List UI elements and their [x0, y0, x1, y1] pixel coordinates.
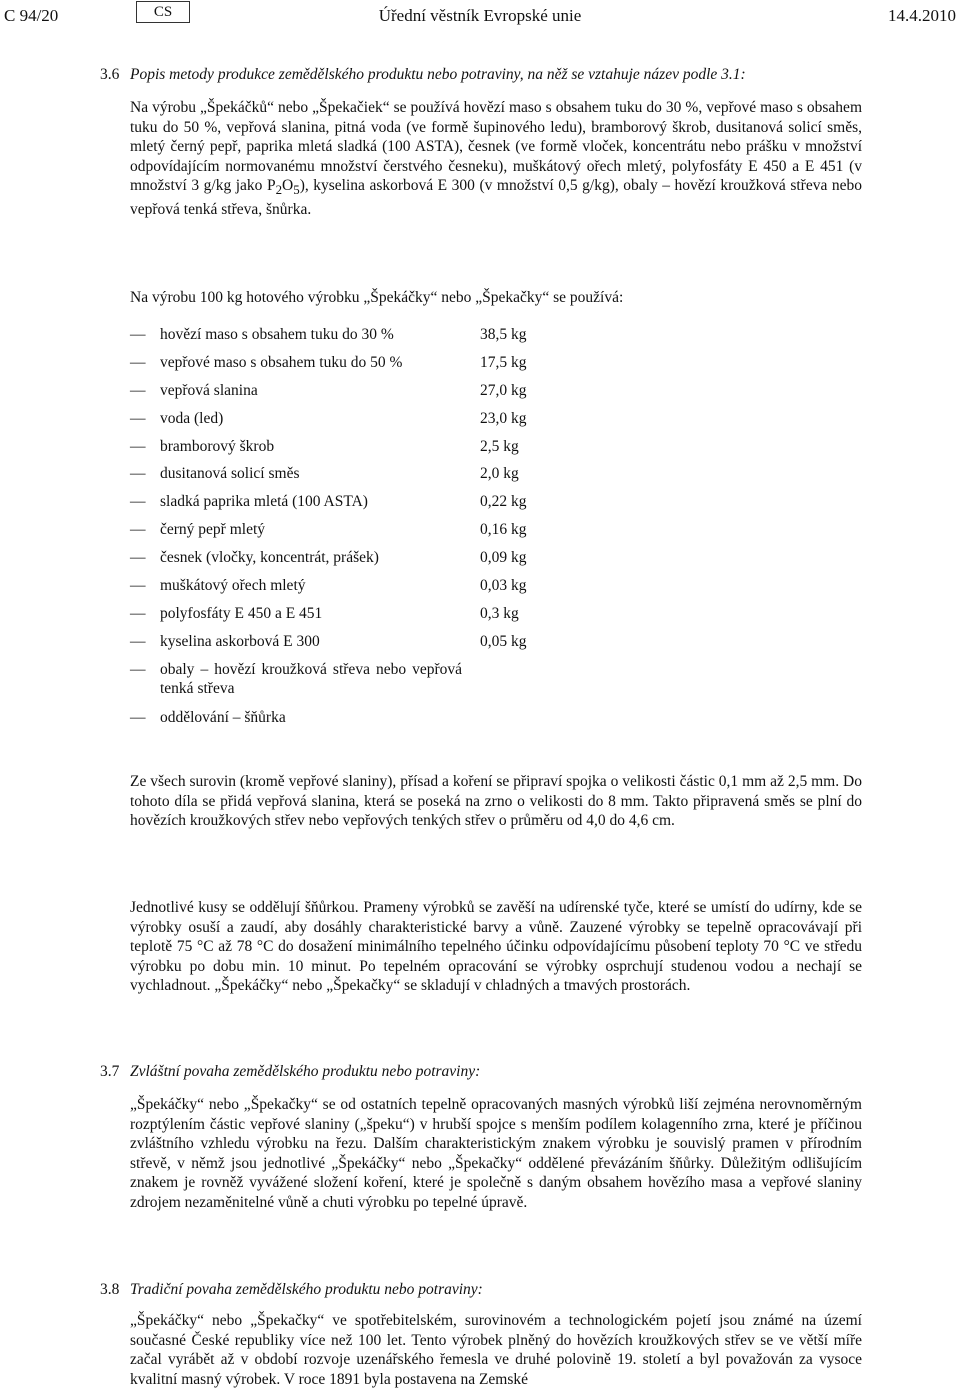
ingredient-name: černý pepř mletý — [160, 521, 266, 539]
ingredient-amount: 0,05 kg — [480, 632, 527, 650]
list-item — [130, 520, 550, 548]
publication-date: 14.4.2010 — [888, 6, 956, 25]
process-paragraph-2: Jednotlivé kusy se oddělují šňůrkou. Prameny výrobků se zavěší na udírenské tyče, které se umístí do udírny, kde se výrobky osuší a zaudí, aby dosáhly charakteristické barvy a vůně. Zauzené výrobky se tepelně opracovávají při teplotě 75 °C až 78 °C do dosažení minimálního tepelného účinku odpovídajícímu působení teploty 70 °C ve středu výrobku po dobu min. 10 minut. Po tepelném opracování se výrobky osprchují studenou vodou a nechají se vychladnout. „Špekáčky“ nebo „Špekačky“ se skladují v chladných a tmavých prostorách. — [130, 899, 862, 995]
section-title: Tradiční povaha zemědělského produktu nebo potraviny: — [130, 1281, 483, 1298]
dash: — — [130, 604, 146, 622]
intro-text-end: ), kyselina askorbová E 300 (v množství 0,5 g/kg), obaly – hovězí kroužková střeva nebo vepřová tenká střeva, šnůrka. — [130, 177, 862, 219]
list-item — [130, 437, 550, 465]
ingredient-name: polyfosfáty E 450 a E 451 — [160, 604, 323, 622]
list-item — [130, 576, 550, 604]
list-item — [130, 381, 550, 409]
ingredient-amount: 0,03 kg — [480, 577, 527, 595]
list-item — [130, 604, 550, 632]
section-title: Popis metody produkce zemědělského produktu nebo potraviny, na něž se vztahuje název podle 3.1: — [130, 66, 746, 83]
specific-character-text: „Špekáčky“ nebo „Špekačky“ se od ostatních tepelně opracovaných masných výrobků liší zejména nerovnoměrným rozptýlením částic vepřové slaniny („špeku“) v hrubší spojce s menším podílem kolagenního zrna, které je příčinou zvláštního vzhledu výrobku na řezu. Dalším charakteristickým znakem výrobku je souvislý pramen v přírodním střevě, v němž jsou jednotlivé „Špekáčky“ nebo „Špekačky“ oddělené převázáním šňůrky. Důležitým odlišujícím znakem je rovněž vyvážené složení koření, které je společně s daným obsahem hovězího masa a vepřové slaniny zdrojem nezaměnitelné vůně a chuti výrobku po tepelné úpravě. — [130, 1096, 862, 1211]
ingredient-name: obaly – hovězí kroužková střeva nebo vepřová tenká střeva — [160, 660, 462, 698]
dash: — — [130, 577, 146, 595]
dash: — — [130, 660, 146, 678]
intro-text-mid: O — [282, 177, 294, 195]
dash: — — [130, 437, 146, 455]
dash: — — [130, 708, 146, 726]
dash: — — [130, 521, 146, 539]
section-number: 3.7 — [100, 1063, 120, 1080]
dash: — — [130, 465, 146, 483]
section-3-6-heading — [100, 65, 746, 85]
list-item — [130, 548, 550, 576]
dash: — — [130, 326, 146, 343]
ingredient-name: vepřová slanina — [160, 381, 258, 399]
ingredient-name: česnek (vločky, koncentrát, prášek) — [160, 549, 379, 567]
ingredient-name: muškátový ořech mletý — [160, 577, 306, 595]
journal-title: Úřední věstník Evropské unie — [378, 6, 582, 25]
language-code-box: CS — [136, 1, 190, 23]
page-header — [0, 0, 960, 34]
ingredient-amount: 38,5 kg — [480, 326, 527, 343]
ingredient-name: hovězí maso s obsahem tuku do 30 % — [160, 326, 394, 343]
ingredient-name: oddělování – šňůrka — [160, 708, 286, 726]
ingredient-list — [130, 325, 550, 736]
ingredient-amount: 2,5 kg — [480, 437, 519, 455]
traditional-character-text: „Špekáčky“ nebo „Špekačky“ ve spotřebitelském, surovinovém a technologickém pojetí jsou známé na území současné České republiky více než 100 let. Tento výrobek plněný do hovězích kroužkových střev se ve větší míře začal vyrábět až v období rozvoje uzenářského řemesla ve druhé polovině 19. století a byl považován za vysoce kvalitní masný výrobek. V roce 1891 byla postavena na Zemské — [130, 1312, 862, 1388]
ingredient-amount: 0,3 kg — [480, 604, 519, 622]
dash: — — [130, 632, 146, 650]
ingredient-amount: 17,5 kg — [480, 353, 527, 371]
ingredient-amount: 0,09 kg — [480, 549, 527, 567]
ingredient-name: kyselina askorbová E 300 — [160, 632, 320, 650]
dash: — — [130, 381, 146, 399]
list-item — [130, 409, 550, 437]
ingredient-name: dusitanová solicí směs — [160, 465, 300, 483]
list-item — [130, 632, 550, 660]
ingredient-amount: 2,0 kg — [480, 465, 519, 483]
list-item — [130, 660, 550, 708]
ingredient-name: sladká paprika mletá (100 ASTA) — [160, 493, 368, 511]
list-item — [130, 708, 550, 736]
ingredient-name: voda (led) — [160, 409, 224, 427]
ingredients-description — [130, 98, 862, 220]
dash: — — [130, 353, 146, 371]
subscript: 5 — [293, 182, 300, 198]
ingredient-amount: 0,22 kg — [480, 493, 527, 511]
intro-text: Na výrobu „Špekáčků“ nebo „Špekačiek“ se používá hovězí maso s obsahem tuku do 30 %, vepřové maso s obsahem tuku do 50 %, vepřová slanina, pitná voda (ve formě šupinového ledu), bramborový škrob, dusitanová solicí směs, mletý černý pepř, paprika mletá sladká (100 ASTA), česnek (ve formě vloček, koncentrátu nebo prášku v množství odpovídajícím normovanému množství čerstvého česneku), muškátový ořech mletý, polyfosfáty E 450 a E 451 (v množství 3 g/kg jako P — [130, 99, 862, 195]
ingredient-amount: 0,16 kg — [480, 521, 527, 539]
process-paragraph-1: Ze všech surovin (kromě vepřové slaniny), přísad a koření se připraví spojka o velikosti částic 0,1 mm až 2,5 mm. Do tohoto díla se přidá vepřová slanina, která se poseká na zrno o velikosti do 8 mm. Takto připravená směs se plní do hovězích kroužkových střev nebo vepřových tenkých střev o průměru od 4,0 do 4,6 cm. — [130, 773, 862, 830]
ingredient-name: bramborový škrob — [160, 437, 275, 455]
section-number: 3.8 — [100, 1281, 120, 1298]
ingredient-name: vepřové maso s obsahem tuku do 50 % — [160, 353, 403, 371]
dash: — — [130, 549, 146, 567]
list-item — [130, 353, 550, 381]
subscript: 2 — [275, 182, 283, 198]
list-item — [130, 492, 550, 520]
ingredient-amount: 23,0 kg — [480, 409, 527, 427]
section-3-7-heading — [100, 1062, 480, 1082]
journal-reference: C 94/20 — [4, 6, 59, 25]
dash: — — [130, 409, 146, 427]
section-number: 3.6 — [100, 66, 120, 83]
dash: — — [130, 493, 146, 511]
ingredient-amount: 27,0 kg — [480, 381, 527, 399]
list-item — [130, 464, 550, 492]
section-3-8-heading — [100, 1280, 483, 1300]
section-title: Zvláštní povaha zemědělského produktu nebo potraviny: — [130, 1063, 481, 1080]
list-item — [130, 325, 550, 353]
recipe-lead: Na výrobu 100 kg hotového výrobku „Špekáčky“ nebo „Špekačky“ se používá: — [130, 289, 624, 306]
